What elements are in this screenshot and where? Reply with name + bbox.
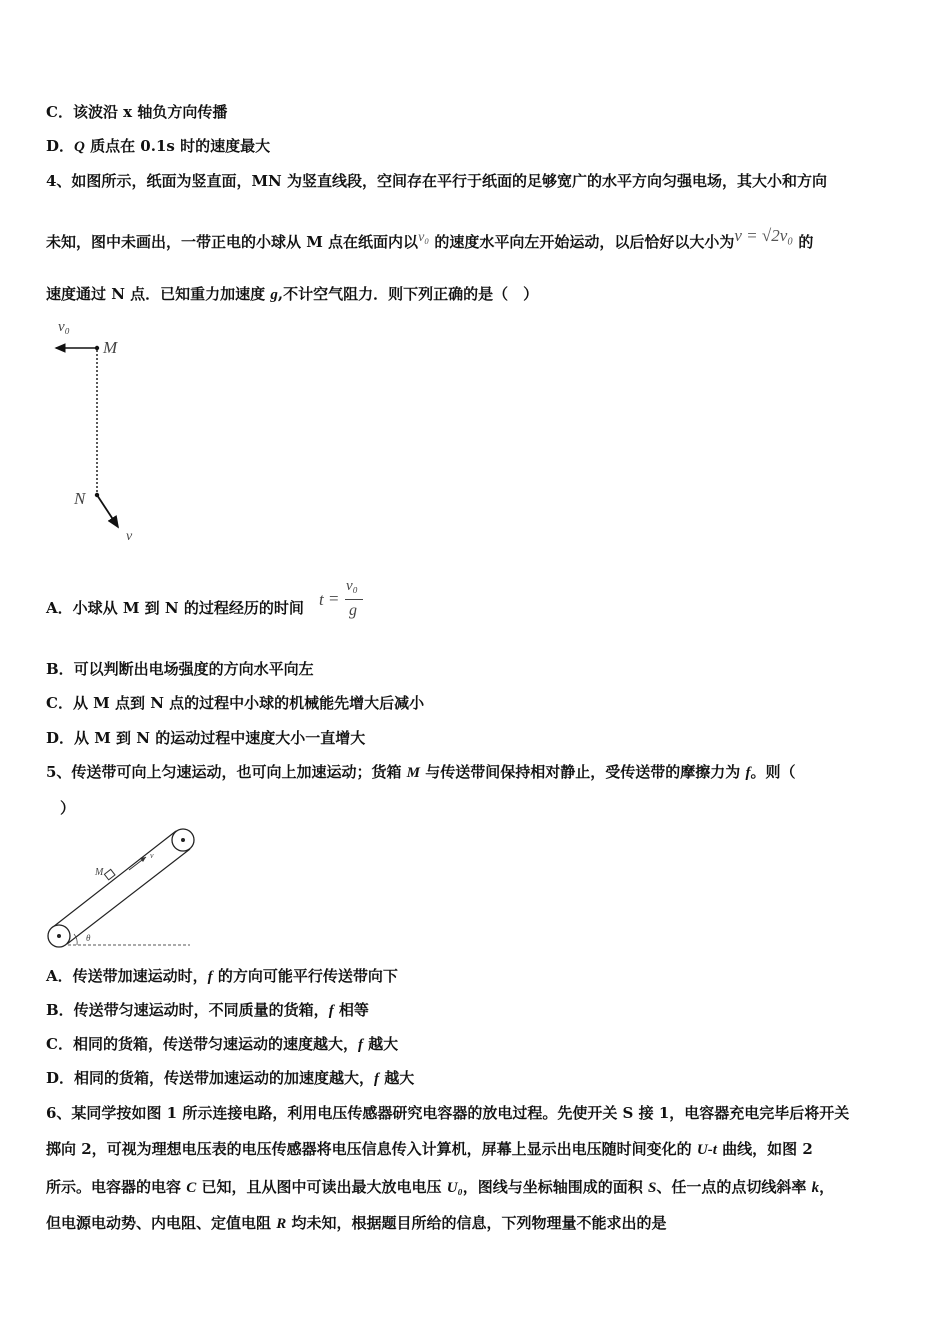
q4-line3-a: 速度通过 N 点．已知重力加速度	[46, 285, 271, 303]
q4-v0-symbol: v₀	[418, 230, 430, 245]
q5-option-c	[46, 1034, 398, 1055]
q4-line2-b: 的速度水平向左开始运动，以后恰好以大小为	[429, 233, 735, 251]
q6-line3-d: 、任一点的点切线斜率	[656, 1178, 812, 1196]
q4-label-v0: v₀	[58, 319, 70, 335]
q6-R-symbol: R	[276, 1216, 287, 1232]
q5-M-symbol: M	[406, 765, 421, 781]
q5-label-m: M	[95, 867, 104, 878]
option-d-suffix: 质点在 0.1s 时的速度最大	[84, 137, 271, 155]
q5-angle-arc	[74, 934, 77, 945]
q6-line4-b: 均未知，根据题目所给的信息，下列物理量不能求出的是	[286, 1214, 667, 1232]
q4-option-c: C．从 M 点到 N 点的过程中小球的机械能先增大后减小	[46, 694, 425, 712]
q5-box-m	[104, 869, 115, 879]
q4-stem-line1: 4、如图所示，纸面为竖直面，MN 为竖直线段，空间存在平行于纸面的足够宽广的水平方向匀强电场，其大小和方向	[46, 172, 827, 190]
q5-option-a-f: f	[207, 969, 213, 985]
q6-stem-line4	[46, 1213, 666, 1234]
q5-upper-axle	[181, 838, 185, 842]
q5-line1-a: 5、传送带可向上匀速运动，也可向上加速运动；货箱	[46, 763, 407, 781]
q6-U0-symbol: U₀	[446, 1180, 463, 1196]
q5-option-c-pre: C．相同的货箱，传送带匀速运动的速度越大，	[46, 1035, 358, 1053]
q5-option-d-f: f	[374, 1071, 380, 1087]
q5-option-a-pre: A．传送带加速运动时，	[46, 967, 208, 985]
q6-stem-line1: 6、某同学按如图 1 所示连接电路，利用电压传感器研究电容器的放电过程。先使开关 S 接 1，电容器充电完毕后将开关	[46, 1104, 850, 1122]
q5-option-c-post: 越大	[362, 1035, 399, 1053]
q5-option-d	[46, 1068, 414, 1089]
q6-line2-a: 掷向 2，可视为理想电压表的电压传感器将电压信息传入计算机，屏幕上显示出电压随时间变化的	[46, 1140, 697, 1158]
q5-line1-c: 。则（	[750, 763, 796, 781]
q6-C-symbol: C	[186, 1180, 197, 1196]
q5-option-c-f: f	[357, 1037, 363, 1053]
q5-belt-bottom	[67, 849, 190, 944]
q4-line2-a: 未知，图中未画出，一带正电的小球从 M 点在纸面内以	[46, 233, 419, 251]
q6-S-symbol: S	[648, 1180, 657, 1196]
q6-k-symbol: k	[811, 1180, 820, 1196]
q5-label-v: v	[150, 851, 154, 860]
q6-line3-e: ，	[819, 1178, 835, 1196]
q6-line3-b: 已知，且从图中可读出最大放电电压	[196, 1178, 447, 1196]
q4-formula-eq: =	[329, 589, 339, 608]
q4-option-d: D．从 M 到 N 的运动过程中速度大小一直增大	[46, 729, 366, 747]
q4-line2-c: 的	[793, 233, 814, 251]
q5-f-symbol: f	[745, 765, 751, 781]
q5-label-theta: θ	[86, 933, 91, 943]
q4-v-equation: v = √2v₀	[734, 226, 794, 245]
q6-ut-symbol: U-t	[696, 1142, 717, 1158]
q4-g-symbol: g	[270, 287, 278, 303]
q4-label-m: M	[103, 338, 118, 357]
option-d-var: Q	[74, 139, 85, 155]
q5-belt-top	[53, 831, 176, 927]
q6-stem-line2	[46, 1139, 813, 1160]
q5-option-b-post: 相等	[333, 1001, 369, 1019]
q5-option-a	[46, 966, 398, 987]
q4-formula-den: g	[349, 602, 357, 619]
option-d-prefix: D．	[46, 137, 75, 155]
q5-option-d-post: 越大	[379, 1069, 415, 1087]
q4-formula-num: v₀	[346, 578, 358, 594]
q5-option-b-pre: B．传送带匀速运动时，不同质量的货箱，	[46, 1001, 329, 1019]
q4-label-n: N	[74, 489, 86, 508]
q5-option-b-f: f	[328, 1003, 334, 1019]
q6-stem-line3	[46, 1177, 834, 1198]
q5-option-a-post: 的方向可能平行传送带向下	[212, 967, 398, 985]
q5-option-b	[46, 1000, 369, 1021]
q5-lower-axle	[57, 934, 61, 938]
q6-line3-a: 所示。电容器的电容	[46, 1178, 187, 1196]
q5-stem-line2: ）	[60, 799, 76, 817]
q4-option-b: B．可以判断出电场强度的方向水平向左	[46, 660, 314, 678]
q6-line4-a: 但电源电动势、内电阻、定值电阻	[46, 1214, 277, 1232]
q4-option-a-text: A．小球从 M 到 N 的过程经历的时间	[46, 599, 304, 617]
q5-option-d-pre: D．相同的货箱，传送带加速运动的加速度越大，	[46, 1069, 375, 1087]
q5-line1-b: 与传送带间保持相对静止，受传送带的摩擦力为	[420, 763, 746, 781]
q6-line2-b: 曲线，如图 2	[716, 1140, 813, 1158]
q6-line3-c: ，图线与坐标轴围成的面积	[462, 1178, 648, 1196]
q4-label-v: v	[126, 529, 133, 544]
option-c-prev: C．该波沿 x 轴负方向传播	[46, 103, 228, 121]
q4-line3-b: ,不计空气阻力．则下列正确的是（ ）	[277, 285, 539, 303]
q4-formula-t: t	[319, 590, 324, 609]
